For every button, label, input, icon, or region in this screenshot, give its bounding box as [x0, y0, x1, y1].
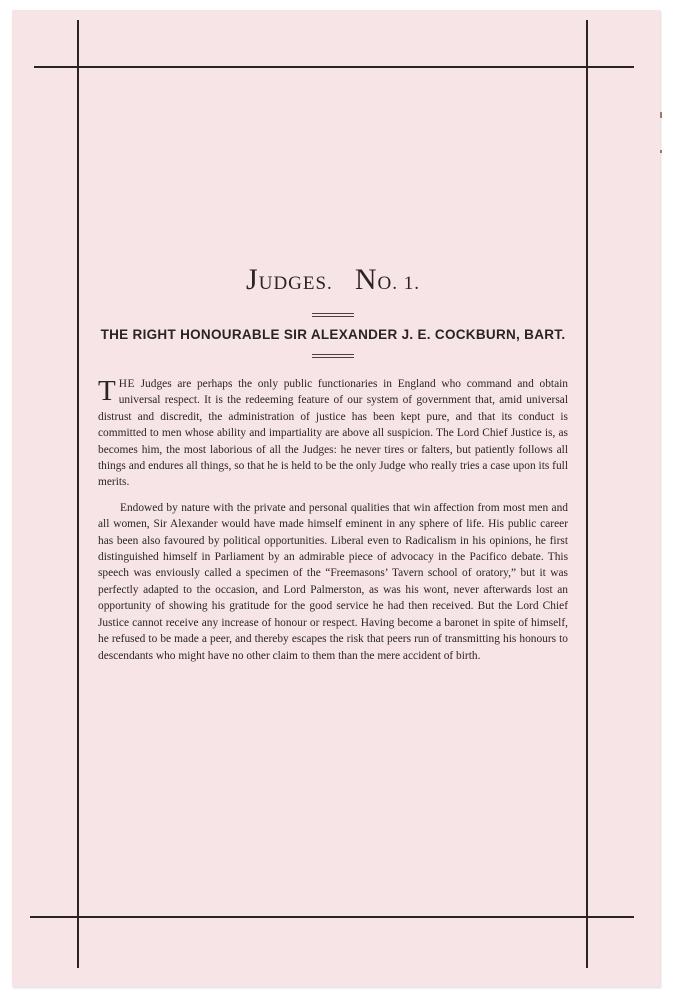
ornamental-double-rule	[312, 313, 354, 317]
title-initial-j: J	[246, 263, 259, 296]
page-title	[98, 262, 568, 302]
paper-edge-mark	[660, 112, 662, 118]
title-initial-n: N	[354, 263, 378, 296]
border-rule-left	[77, 20, 79, 968]
border-rule-bottom	[30, 916, 634, 918]
paragraph-lead: HE	[118, 378, 135, 390]
article-subtitle: THE RIGHT HONOURABLE SIR ALEXANDER J. E. COCKBURN, BART.	[100, 327, 566, 342]
paragraph-2: Endowed by nature with the private and personal qualities that win affection from most men and all women, Sir Alexander would have made himself eminent in any sphere of life. His public career has been also favoured by political opportunities. Liberal even to Radicalism in his opinions, he first distinguished himself in Parliament by an admirable piece of advocacy in the Pacifico debate. This speech was enviously called a specimen of the “Freemasons’ Tavern school of oratory,” but it was perfectly adapted to the occasion, and Lord Palmerston, as was his wont, never afterwards lost an opportunity of showing his gratitude for the good service he had then received. But the Lord Chief Justice cannot receive any increase of honour or respect. Having become a baronet in spite of himself, he refused to be made a peer, and thereby escapes the risk that peers run of transmitting his honours to descendants who might have no other claim to them than the mere accident of birth.	[98, 501, 568, 662]
article	[98, 262, 568, 664]
title-number: O. 1.	[377, 273, 420, 294]
title-word-judges: UDGES.	[258, 273, 333, 294]
border-rule-right	[586, 20, 588, 968]
paragraph-1	[98, 376, 568, 491]
border-rule-top	[34, 66, 634, 68]
paper-edge-mark	[660, 150, 662, 153]
drop-cap: T	[98, 375, 116, 407]
ornamental-double-rule	[312, 354, 354, 358]
paragraph-1-text: Judges are perhaps the only public functionaries in England who command and obtain universal respect. It is the redeeming feature of our system of government that, amid universal distrust and discredit, the administration of justice has been kept pure, and that its conduct is committed to men whose ability and impartiality are above all suspicion. The Lord Chief Justice is, as becomes him, the most laborious of all the Judges: he never tires or falters, but patiently follows all things and endures all things, so that he is held to be the only Judge who really tries a case upon its full merits.	[98, 378, 568, 489]
